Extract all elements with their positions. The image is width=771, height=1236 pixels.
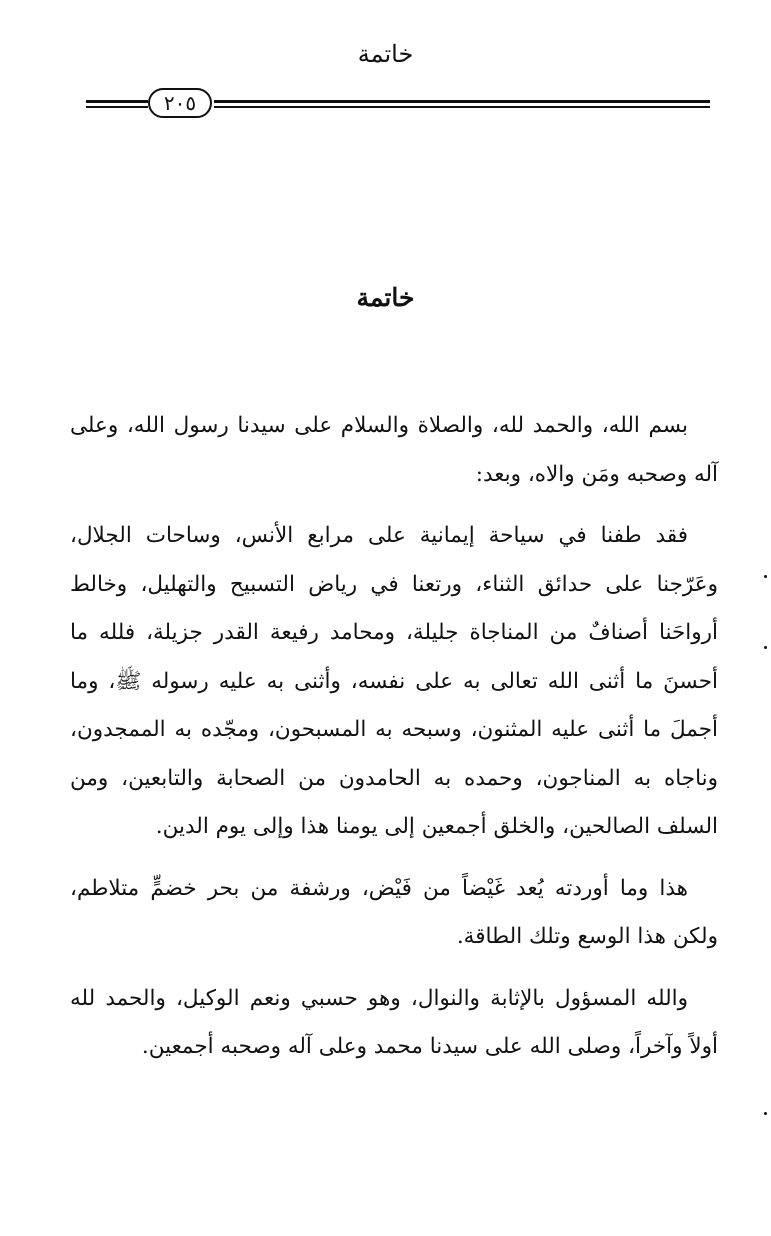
scan-speck (764, 575, 767, 578)
header-rule-right (214, 100, 710, 103)
header-rule (86, 88, 710, 122)
header-rule-left (86, 100, 148, 103)
running-header-title: خاتمة (357, 40, 414, 68)
chapter-title: خاتمة (356, 283, 415, 312)
paragraph: بسم الله، والحمد لله، والصلاة والسلام على سيدنا رسول الله، وعلى آله وصحبه ومَن والاه، وبعد: (70, 413, 718, 487)
paragraph: هذا وما أوردته يُعد غَيْضاً من فَيْض، ورشفة من بحر خضمٍّ متلاطم، ولكن هذا الوسع وتلك الطاقة. (70, 875, 718, 949)
scan-speck (764, 646, 767, 649)
scan-speck (764, 1112, 767, 1115)
paragraph: والله المسؤول بالإثابة والنوال، وهو حسبي ونعم الوكيل، والحمد لله أولاً وآخراً، وصلى الله على سيدنا محمد وعلى آله وصحبه أجمعين. (70, 985, 718, 1059)
header-rule-right-thin (214, 106, 710, 108)
header-rule-left-thin (86, 106, 148, 108)
page-number-badge (148, 88, 212, 118)
body-text (70, 402, 718, 1085)
page-number: ٢٠٥ (163, 91, 197, 115)
paragraph: فقد طفنا في سياحة إيمانية على مرابع الأنس، وساحات الجلال، وعَرّجنا على حدائق الثناء، ورتعنا في رياض التسبيح والتهليل، وخالط أرواحَنا أصنافٌ من المناجاة جليلة، ومحامد رفيعة القدر جزيلة، فلله ما أحسنَ ما أثنى الله تعالى به على نفسه، وأثنى به عليه رسوله ﷺ، وما أجملَ ما أثنى عليه المثنون، وسبحه به المسبحون، ومجّده به الممجدون، وناجاه به المناجون، وحمده به الحامدون من الصحابة والتابعين، ومن السلف الصالحين، والخلق أجمعين إلى يومنا هذا وإلى يوم الدين. (70, 523, 718, 839)
